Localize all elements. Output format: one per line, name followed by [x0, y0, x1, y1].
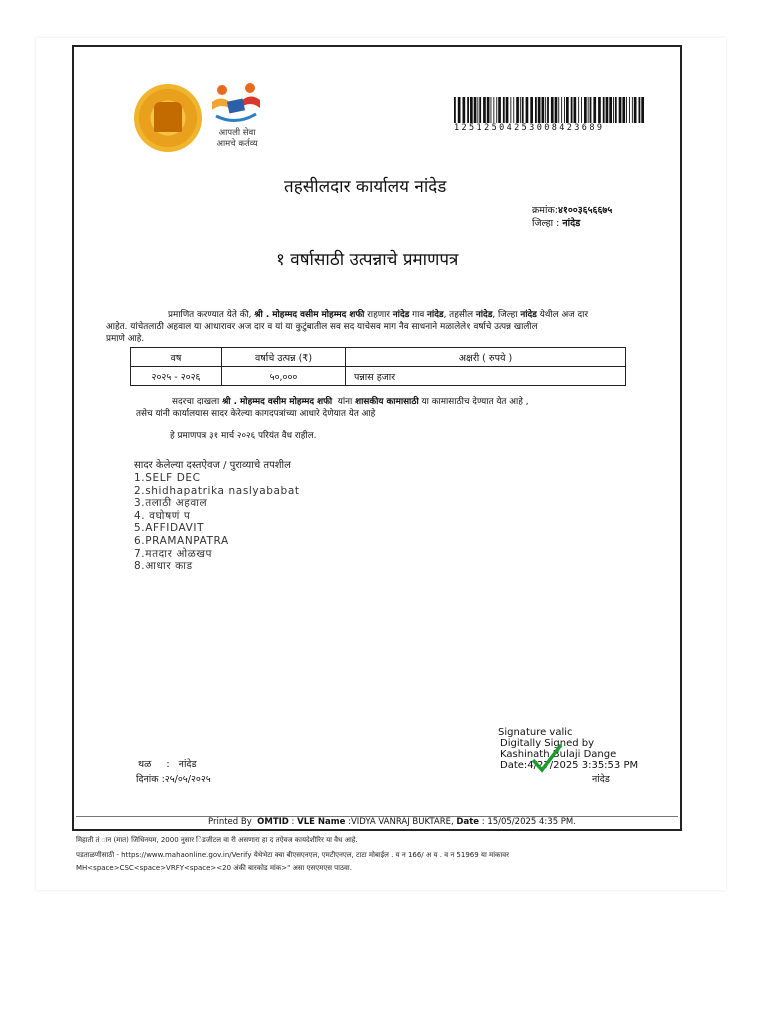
date-label-footer: Date: [456, 817, 480, 827]
printed-by-line: Printed By OMTID : VLE Name :VIDYA VANRAJ BUKTARE, Date : 15/05/2025 4:35 PM.: [208, 817, 576, 827]
date-line: [136, 772, 211, 785]
place-value: नांदेड: [178, 759, 197, 770]
col-header-words: अक्षरी ( रुपये ): [346, 348, 626, 367]
purpose-line-2: तसेच यांनी कार्यालयास सादर केरेल्या कागदपत्रांच्या आधारे देणेयात येत आहे: [136, 409, 376, 420]
date-label: दिनांक: [136, 774, 159, 785]
kramank-label: क्रमांक:: [532, 205, 558, 216]
income-table: [130, 347, 626, 386]
certificate-title: १ वर्षासाठी उत्पन्नाचे प्रमाणपत्र: [276, 250, 459, 270]
sms-note: MH<space>CSC<space>VRFY<space><20 अंकी बारकोड मांक>" असा एसएमएस पाठवा.: [76, 864, 352, 872]
date-value: २५/०५/२०२५: [164, 774, 211, 785]
signature-line-2: Digitally Signed by: [500, 738, 595, 749]
signature-line-3: Kashinath Bulaji Dange: [500, 749, 617, 760]
intro-place-4: नांदेड: [520, 310, 537, 320]
kramank-line: [532, 203, 612, 216]
kramank-value: ४१००३६५६६७५: [557, 205, 613, 216]
digital-signature-block: [498, 727, 638, 771]
logo-tagline-line1: आपली सेवा: [218, 128, 256, 138]
list-item: 8.आधार काड: [134, 560, 193, 573]
documents-heading: सादर केलेल्या दस्तऐवज / पुराव्याचे तपशील: [134, 460, 291, 471]
legal-note: मिहाती तं ान (मात) जिधिनयम, 2000 नुसार िडजीटल वा री असणारा हा द तऐवज कायदेशीरिर या वैध आहे.: [76, 836, 358, 844]
jilha-label: जिल्हा :: [532, 218, 560, 229]
intro-line-2: आहेत. यांचेतलाठी अहवाल या आधारावर अज दार व यां या कुटुंबातील सव सद याचेसव माग नैव साधनाने मळालेले१ वर्षाचे उत्पन्न खालील: [106, 322, 538, 333]
col-header-year: वष: [131, 348, 222, 367]
intro-text-f: येथील अज दार: [539, 310, 589, 320]
purpose-bold: शासकीय कामासाठी: [355, 397, 419, 407]
purpose-text-a: सदरचा दाखला: [172, 397, 220, 407]
place-label: थळ: [138, 759, 152, 770]
cell-year: २०२५ - २०२६: [131, 367, 222, 386]
list-item: 2.shidhapatrika naslyababat: [134, 484, 300, 497]
omtid-label: OMTID: [257, 817, 289, 827]
list-item: 3.तलाठी अहवाल: [134, 497, 208, 510]
purpose-text-b: यांना: [337, 397, 353, 407]
list-item: 7.मतदार ओळखप: [134, 547, 213, 560]
intro-text-b: राहणार: [367, 310, 390, 320]
jilha-value: नांदेड: [562, 218, 581, 229]
signature-line-4: Date:4/27/2025 3:35:53 PM: [500, 760, 639, 771]
vle-label: VLE Name: [297, 817, 346, 827]
intro-text-c: गाव: [412, 310, 425, 320]
list-item: 5.AFFIDAVIT: [134, 522, 205, 535]
table-header-row: [131, 348, 626, 367]
list-item: 6.PRAMANPATRA: [134, 534, 229, 547]
documents-list: [134, 472, 300, 573]
certificate-border: [72, 45, 682, 831]
table-row: [131, 367, 626, 386]
logo-tagline-line2: आमचे कर्तव्य: [216, 139, 258, 149]
intro-paragraph: [106, 309, 634, 346]
signature-valid-check-icon: [530, 742, 564, 774]
cell-words: पन्नास हजार: [346, 367, 626, 386]
list-item: 1.SELF DEC: [134, 472, 201, 484]
purpose-name: श्री . मोहम्मद वसीम मोहम्मद शफी: [222, 397, 333, 407]
applicant-name: श्री . मोहम्मद वसीम मोहम्मद शफी: [254, 310, 365, 320]
cell-income: ५०,०००: [222, 367, 346, 386]
date-value-footer: : 15/05/2025 4:35 PM.: [481, 817, 576, 827]
purpose-line-1: [134, 396, 529, 408]
intro-place-2: नांदेड: [427, 310, 444, 320]
intro-text-e: , जिल्हा: [492, 310, 518, 320]
intro-line-1: [134, 309, 634, 321]
barcode-icon: [452, 97, 648, 123]
signature-line-1: Signature valic: [498, 727, 573, 738]
intro-place-1: नांदेड: [392, 310, 410, 320]
intro-place-3: नांदेड: [475, 310, 493, 320]
date-sep: :: [161, 774, 165, 785]
aapli-seva-logo-icon: [208, 80, 264, 126]
seal-emblem-icon: [154, 102, 182, 132]
purpose-text-c: या कामासाठीच देण्यात येत आहे ,: [421, 397, 529, 407]
signature-office: नांदेड: [592, 774, 610, 785]
list-item: 4. वघोषणं प: [134, 509, 191, 522]
place-line: [138, 757, 197, 770]
vle-value: :VIDYA VANRAJ BUKTARE,: [348, 817, 454, 827]
printed-by-label: Printed By: [208, 817, 252, 827]
intro-line-3: प्रमाणे आहे.: [106, 334, 145, 345]
purpose-paragraph: [134, 396, 529, 420]
validity-text: हे प्रमाणपत्र ३१ मार्च २०२६ परियंत वैध राहील.: [170, 431, 317, 441]
barcode-number: 12512504253008423689: [454, 123, 605, 133]
col-header-income: वर्षाचे उत्पन्न (₹): [222, 348, 346, 367]
intro-text-d: , तहसील: [443, 310, 474, 320]
verify-note: पडताळणीसाठी - https://www.mahaonline.gov.in/Verify येथेभेटा क्वा बीएसएनएल, एमटीएनएल, टाटा मोबाईल . य न 166/ अ य . व न 51969 या मांकावर: [76, 851, 509, 859]
place-sep: :: [166, 759, 170, 770]
intro-text-a: प्रमाणित करण्यात येते की,: [168, 310, 252, 320]
office-title: तहसीलदार कार्यालय नांदेड: [284, 177, 447, 197]
logo-tagline: [202, 128, 272, 150]
jilha-line: [532, 216, 580, 229]
